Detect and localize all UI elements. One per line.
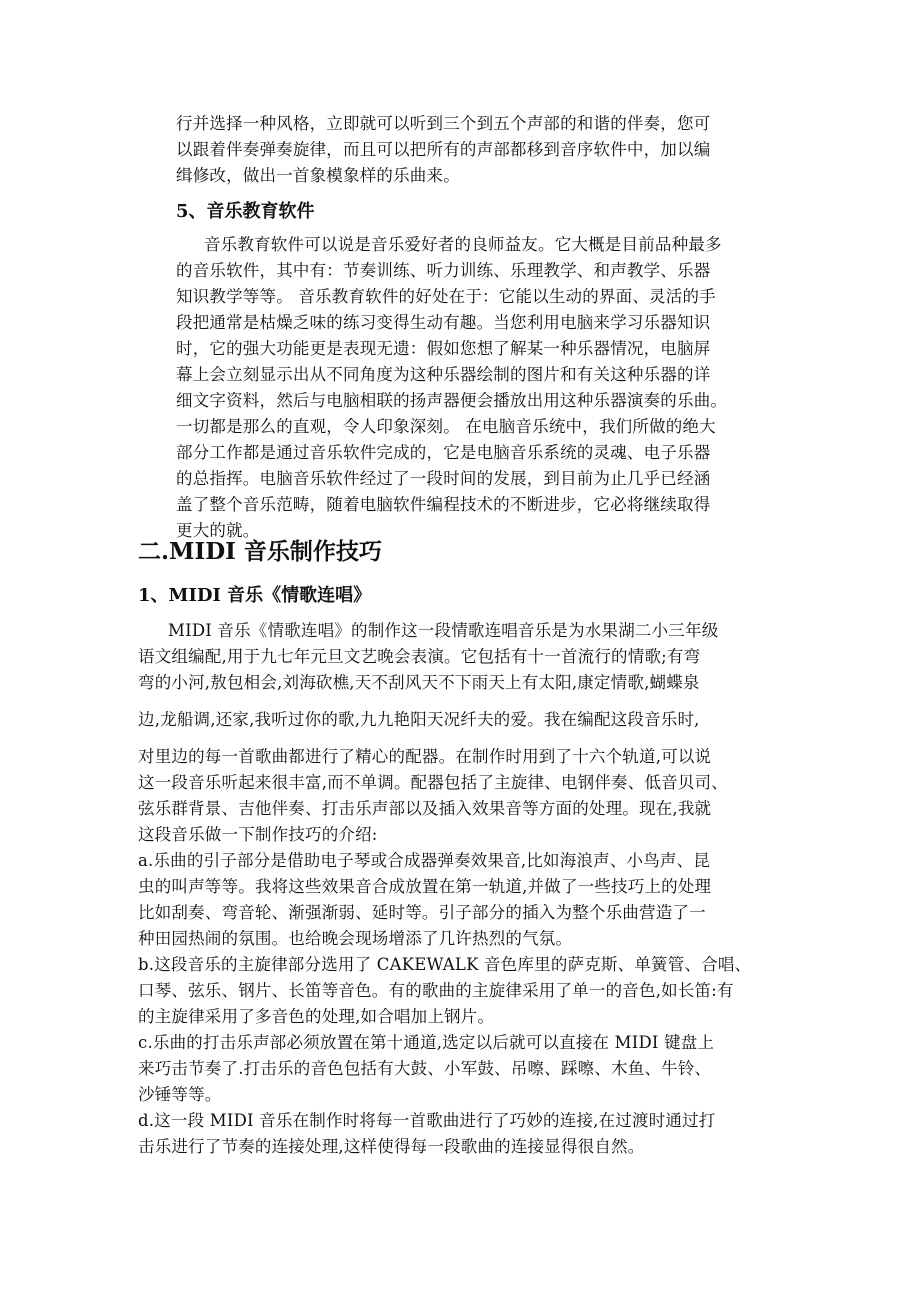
chapter-2-heading: 二.MIDI 音乐制作技巧 [138, 538, 382, 565]
text-line: 这段音乐做一下制作技巧的介绍: [138, 825, 378, 844]
text-line: MIDI 音乐《情歌连唱》的制作这一段情歌连唱音乐是为水果湖二小三年级 [168, 621, 719, 640]
text-line: c.乐曲的打击乐声部必须放置在第十通道,选定以后就可以直接在 MIDI 键盘上 [138, 1033, 715, 1052]
section-5-heading: 5、音乐教育软件 [176, 201, 315, 222]
text-line: 细文字资料，然后与电脑相联的扬声器便会播放出用这种乐器演奏的乐曲。 [176, 391, 728, 410]
text-line: d.这一段 MIDI 音乐在制作时将每一首歌曲进行了巧妙的连接,在过渡时通过打 [138, 1111, 716, 1130]
text-line: 的总指挥。电脑音乐软件经过了一段时间的发展，到目前为止几乎已经涵 [176, 469, 711, 488]
text-line: 一切都是那么的直观，令人印象深刻。 在电脑音乐统中，我们所做的绝大 [176, 417, 716, 436]
text-line: 比如刮奏、弯音轮、渐强渐弱、延时等。引子部分的插入为整个乐曲营造了一 [138, 903, 706, 922]
text-line: 的音乐软件，其中有：节奏训练、听力训练、乐理教学、和声教学、乐器 [176, 261, 711, 280]
text-line: 来巧击节奏了.打击乐的音色包括有大鼓、小军鼓、吊嚓、踩嚓、木鱼、牛铃、 [138, 1059, 712, 1078]
text-line: 对里边的每一首歌曲都进行了精心的配器。在制作时用到了十六个轨道,可以说 [138, 747, 712, 766]
text-line: 段把通常是枯燥乏味的练习变得生动有趣。当您利用电脑来学习乐器知识 [176, 313, 711, 332]
text-line: 行并选择一种风格，立即就可以听到三个到五个声部的和谐的伴奏，您可 [176, 114, 711, 133]
text-line: 时，它的强大功能更是表现无遗：假如您想了解某一种乐器情况，电脑屏 [176, 339, 711, 358]
text-line: 口琴、弦乐、钢片、长笛等音色。有的歌曲的主旋律采用了单一的音色,如长笛:有 [138, 981, 734, 1000]
text-line: 弦乐群背景、吉他伴奏、打击乐声部以及插入效果音等方面的处理。现在,我就 [138, 799, 712, 818]
text-line: 弯的小河,敖包相会,刘海砍樵,天不刮风天不下雨天上有太阳,康定情歌,蝴蝶泉 [138, 673, 700, 692]
text-line: 的主旋律采用了多音色的处理,如合唱加上钢片。 [138, 1007, 495, 1026]
midi-section-heading: 1、MIDI 音乐《情歌连唱》 [138, 585, 372, 606]
text-line: 这一段音乐听起来很丰富,而不单调。配器包括了主旋律、电钢伴奏、低音贝司、 [138, 773, 728, 792]
text-line: b.这段音乐的主旋律部分选用了 CAKEWALK 音色库里的萨克斯、单簧管、合唱、 [138, 955, 752, 974]
text-line: 更大的就。 [176, 521, 260, 540]
text-line: 幕上会立刻显示出从不同角度为这种乐器绘制的图片和有关这种乐器的详 [176, 365, 711, 384]
text-line: 沙锤等等。 [138, 1085, 222, 1104]
text-line: 边,龙船调,还家,我听过你的歌,九九艳阳天况纤夫的爱。我在编配这段音乐时, [138, 710, 700, 729]
text-line: 种田园热闹的氛围。也给晚会现场增添了几许热烈的气氛。 [138, 929, 573, 948]
text-line: 以跟着伴奏弹奏旋律，而且可以把所有的声部都移到音序软件中，加以编 [176, 140, 711, 159]
text-line: 虫的叫声等等。我将这些效果音合成放置在第一轨道,并做了一些技巧上的处理 [138, 877, 712, 896]
text-line: 语文组编配,用于九七年元旦文艺晚会表演。它包括有十一首流行的情歌;有弯 [138, 647, 701, 666]
text-line: 缉修改，做出一首象模象样的乐曲来。 [176, 166, 460, 185]
text-line: 击乐进行了节奏的连接处理,这样使得每一段歌曲的连接显得很自然。 [138, 1137, 645, 1156]
text-line: 部分工作都是通过音乐软件完成的，它是电脑音乐系统的灵魂、电子乐器 [176, 443, 711, 462]
text-line: 音乐教育软件可以说是音乐爱好者的良师益友。它大概是目前品种最多 [204, 235, 722, 254]
text-line: a.乐曲的引子部分是借助电子琴或合成器弹奏效果音,比如海浪声、小鸟声、昆 [138, 851, 711, 870]
text-line: 盖了整个音乐范畴，随着电脑软件编程技术的不断进步，它必将继续取得 [176, 495, 711, 514]
text-line: 知识教学等等。 音乐教育软件的好处在于：它能以生动的界面、灵活的手 [176, 287, 716, 306]
